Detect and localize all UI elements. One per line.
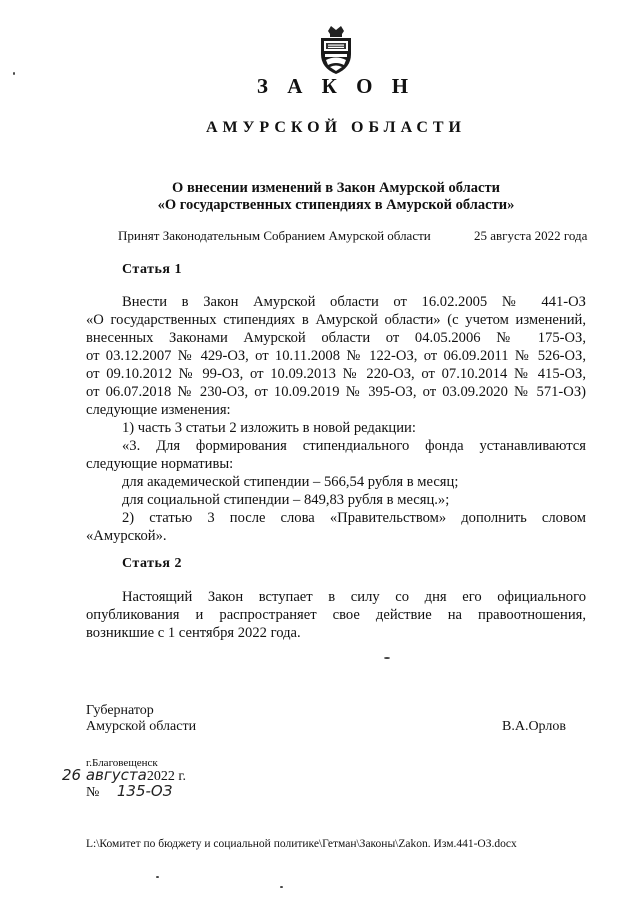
article-text-line: от 09.10.2012 № 99-ОЗ, от 10.09.2013 № 220-ОЗ, от 07.10.2014 № 415-ОЗ, (86, 366, 586, 382)
signing-year: 2022 г. (146, 769, 186, 784)
governor-title (86, 703, 196, 735)
coat-of-arms-icon (316, 24, 356, 76)
city: г.Благовещенск (86, 757, 158, 769)
article-text-line: от 03.12.2007 № 429-ОЗ, от 10.11.2008 № 122-ОЗ, от 06.09.2011 № 526-ОЗ, (86, 348, 586, 364)
scan-speck (384, 657, 390, 659)
scan-speck (280, 886, 283, 888)
article-text-line: «Амурской». (86, 528, 167, 544)
number-prefix: № (86, 785, 100, 800)
article-heading: Статья 1 (122, 262, 182, 277)
article-text-line: опубликования и распространяет свое действие на правоотношения, (86, 607, 586, 623)
article-heading: Статья 2 (122, 556, 182, 571)
document-type-title: З А К О Н (256, 74, 416, 98)
file-path: L:\Комитет по бюджету и социальной политике\Гетман\Законы\Zakon. Изм.441-ОЗ.docx (86, 838, 517, 850)
governor-title-line: Губернатор (86, 703, 154, 718)
governor-name: В.А.Орлов (502, 719, 566, 734)
subject-line: «О государственных стипендиях в Амурской области» (157, 197, 515, 213)
governor-title-line: Амурской области (86, 719, 197, 734)
article-text-line: от 06.07.2018 № 230-ОЗ, от 10.09.2019 № 395-ОЗ, от 03.09.2020 № 571-ОЗ) (86, 384, 586, 400)
article-text-line: «3. Для формирования стипендиального фонда устанавливаются (122, 438, 586, 454)
region-title: АМУРСКОЙ ОБЛАСТИ (206, 119, 466, 136)
adopted-by: Принят Законодательным Собранием Амурской области (118, 228, 431, 243)
law-number (86, 782, 172, 801)
adopted-date: 25 августа 2022 года (474, 228, 588, 243)
article-text-line: следующие нормативы: (86, 456, 234, 472)
article-text-line: возникшие с 1 сентября 2022 года. (86, 625, 301, 641)
article-text-line: 2) статью 3 после слова «Правительством» дополнить словом (122, 510, 586, 526)
handwritten-number: 135-ОЗ (116, 782, 173, 800)
article-text-line: внесенных Законами Амурской области от 04.05.2006 № 175-ОЗ, (86, 330, 586, 346)
article-text-line: следующие изменения: (86, 402, 231, 418)
scan-speck (13, 72, 15, 75)
subject-line: О внесении изменений в Закон Амурской области (172, 180, 500, 196)
article-text-line: Настоящий Закон вступает в силу со дня его официального (122, 589, 586, 605)
article-text-line: Внести в Закон Амурской области от 16.02.2005 № 441-ОЗ (122, 294, 586, 310)
article-text-line: для академической стипендии – 566,54 рубля в месяц; (122, 474, 459, 490)
article-text-line: 1) часть 3 статьи 2 изложить в новой редакции: (122, 420, 416, 436)
handwritten-date: 26 августа (62, 766, 147, 784)
scan-speck (156, 876, 159, 878)
article-text-line: для социальной стипендии – 849,83 рубля в месяц.»; (122, 492, 450, 508)
article-text-line: «О государственных стипендиях в Амурской области» (с учетом изменений, (86, 312, 586, 328)
